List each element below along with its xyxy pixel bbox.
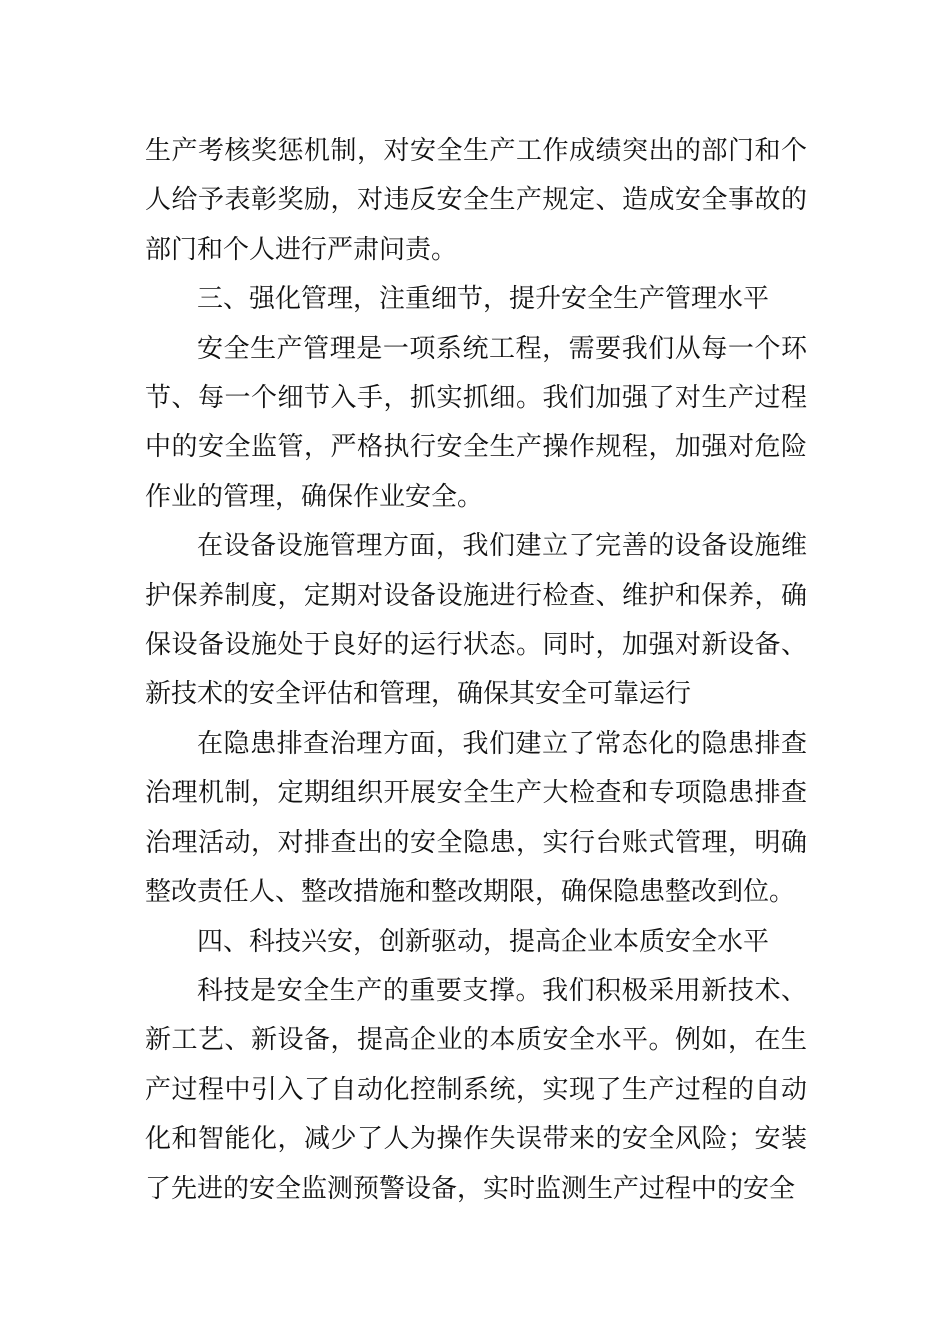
paragraph: 安全生产管理是一项系统工程，需要我们从每一个环节、每一个细节入手，抓实抓细。我们加强了对生产过程中的安全监管，严格执行安全生产操作规程，加强对危险作业的管理，确保作业安全。 bbox=[145, 333, 807, 512]
section-heading-4: 四、科技兴安，创新驱动，提高企业本质安全水平 bbox=[197, 926, 770, 957]
document-body bbox=[145, 127, 807, 1214]
paragraph: 在设备设施管理方面，我们建立了完善的设备设施维护保养制度，定期对设备设施进行检查、维护和保养，确保设备设施处于良好的运行状态。同时，加强对新设备、新技术的安全评估和管理，确保其安全可靠运行 bbox=[145, 531, 807, 710]
section-heading-3: 三、强化管理，注重细节，提升安全生产管理水平 bbox=[197, 284, 770, 315]
paragraph-continued: 生产考核奖惩机制，对安全生产工作成绩突出的部门和个人给予表彰奖励，对违反安全生产规定、造成安全事故的部门和个人进行严肃问责。 bbox=[145, 136, 807, 265]
paragraph: 在隐患排查治理方面，我们建立了常态化的隐患排查治理机制，定期组织开展安全生产大检查和专项隐患排查治理活动，对排查出的安全隐患，实行台账式管理，明确整改责任人、整改措施和整改期限，确保隐患整改到位。 bbox=[145, 728, 807, 908]
paragraph: 科技是安全生产的重要支撑。我们积极采用新技术、新工艺、新设备，提高企业的本质安全水平。例如，在生产过程中引入了自动化控制系统，实现了生产过程的自动化和智能化，减少了人为操作失误带来的安全风险；安装了先进的安全监测预警设备，实时监测生产过程中的安全 bbox=[145, 975, 807, 1204]
